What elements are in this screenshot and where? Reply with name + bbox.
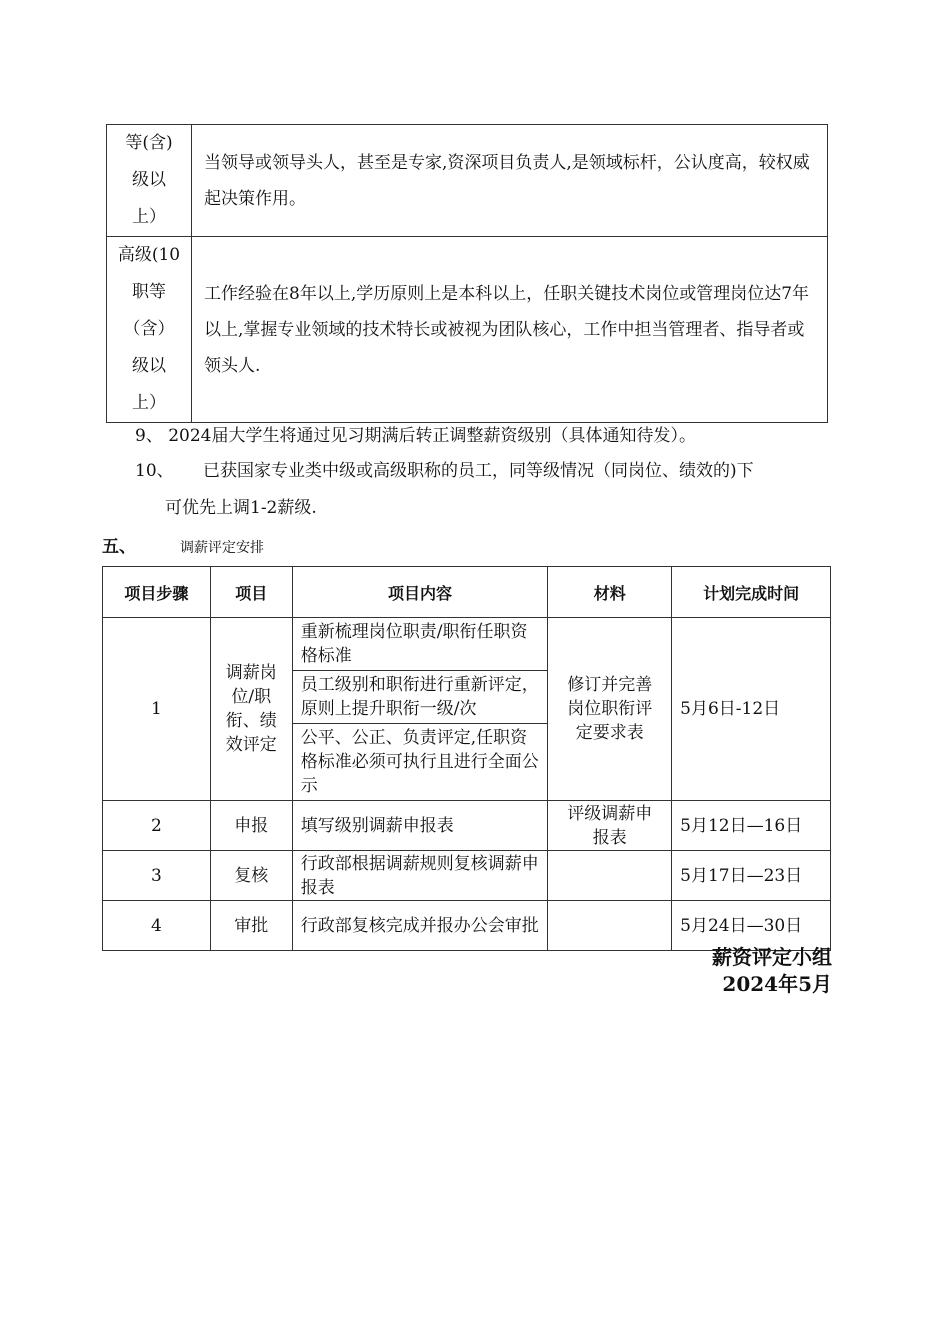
- step-cell: 2: [103, 801, 211, 851]
- column-header: 材料: [548, 567, 672, 618]
- content-line: 重新梳理岗位职责/职衔任职资格标准: [300, 622, 528, 666]
- time-cell: 5月17日—23日: [672, 851, 831, 901]
- content-cell: 填写级别调薪申报表: [292, 801, 548, 851]
- material-cell: 修订并完善岗位职衔评定要求表: [548, 618, 672, 801]
- item-10-line2: 可优先上调1-2薪级.: [165, 498, 317, 518]
- level-description: 工作经验在8年以上,学历原则上是本科以上，任职关键技术岗位或管理岗位达7年以上,掌握专业领域的技术特长或被视为团队核心，工作中担当管理者、指导者或领头人.: [192, 237, 828, 423]
- column-header: 项目: [210, 567, 292, 618]
- content-cell: [292, 618, 548, 801]
- level-cell: 高级(10 职等 （含） 级以 上）: [107, 237, 192, 423]
- level-description: 当领导或领导头人，甚至是专家,资深项目负责人,是领域标杆，公认度高，较权威起决策作用。: [192, 125, 828, 237]
- item-cell: 调薪岗位/职衔、绩效评定: [210, 618, 292, 801]
- section-number: 五、: [102, 537, 136, 557]
- time-cell: 5月12日—16日: [672, 801, 831, 851]
- signature-block: [712, 944, 832, 998]
- section-heading: [102, 532, 264, 557]
- content-line: 员工级别和职衔进行重新评定，原则上提升职衔一级/次: [293, 670, 548, 723]
- signature-org: 薪资评定小组: [712, 945, 832, 969]
- table-header-row: [103, 567, 831, 618]
- table-row: [103, 901, 831, 951]
- material-cell: [548, 901, 672, 951]
- item-cell: 审批: [210, 901, 292, 951]
- schedule-table: [102, 566, 831, 951]
- time-cell: 5月6日-12日: [672, 618, 831, 801]
- signature-date: 2024年5月: [722, 972, 832, 996]
- step-cell: 1: [103, 618, 211, 801]
- item-10-line1: 已获国家专业类中级或高级职称的员工，同等级情况（同岗位、绩效的)下: [203, 461, 754, 481]
- level-table: [106, 124, 828, 423]
- table-row: [103, 851, 831, 901]
- item-10-number: 10、: [135, 461, 174, 481]
- content-cell: 行政部复核完成并报办公会审批: [292, 901, 548, 951]
- item-9-text: 9、 2024届大学生将通过见习期满后转正调整薪资级别（具体通知待发）。: [135, 426, 696, 446]
- step-cell: 4: [103, 901, 211, 951]
- item-cell: 申报: [210, 801, 292, 851]
- table-row: [103, 618, 831, 801]
- content-line: 公平、公正、负责评定,任职资格标准必须可执行且进行全面公示: [293, 723, 548, 800]
- time-cell: 5月24日—30日: [672, 901, 831, 951]
- column-header: 项目步骤: [103, 567, 211, 618]
- material-cell: [548, 851, 672, 901]
- content-cell: 行政部根据调薪规则复核调薪申报表: [292, 851, 548, 901]
- level-cell: 等(含) 级以 上）: [107, 125, 192, 237]
- table-row: [103, 801, 831, 851]
- step-cell: 3: [103, 851, 211, 901]
- section-title: 调薪评定安排: [180, 540, 264, 556]
- table-row: [107, 237, 828, 423]
- column-header: 项目内容: [292, 567, 548, 618]
- column-header: 计划完成时间: [672, 567, 831, 618]
- material-cell: 评级调薪申报表: [548, 801, 672, 851]
- item-cell: 复核: [210, 851, 292, 901]
- table-row: [107, 125, 828, 237]
